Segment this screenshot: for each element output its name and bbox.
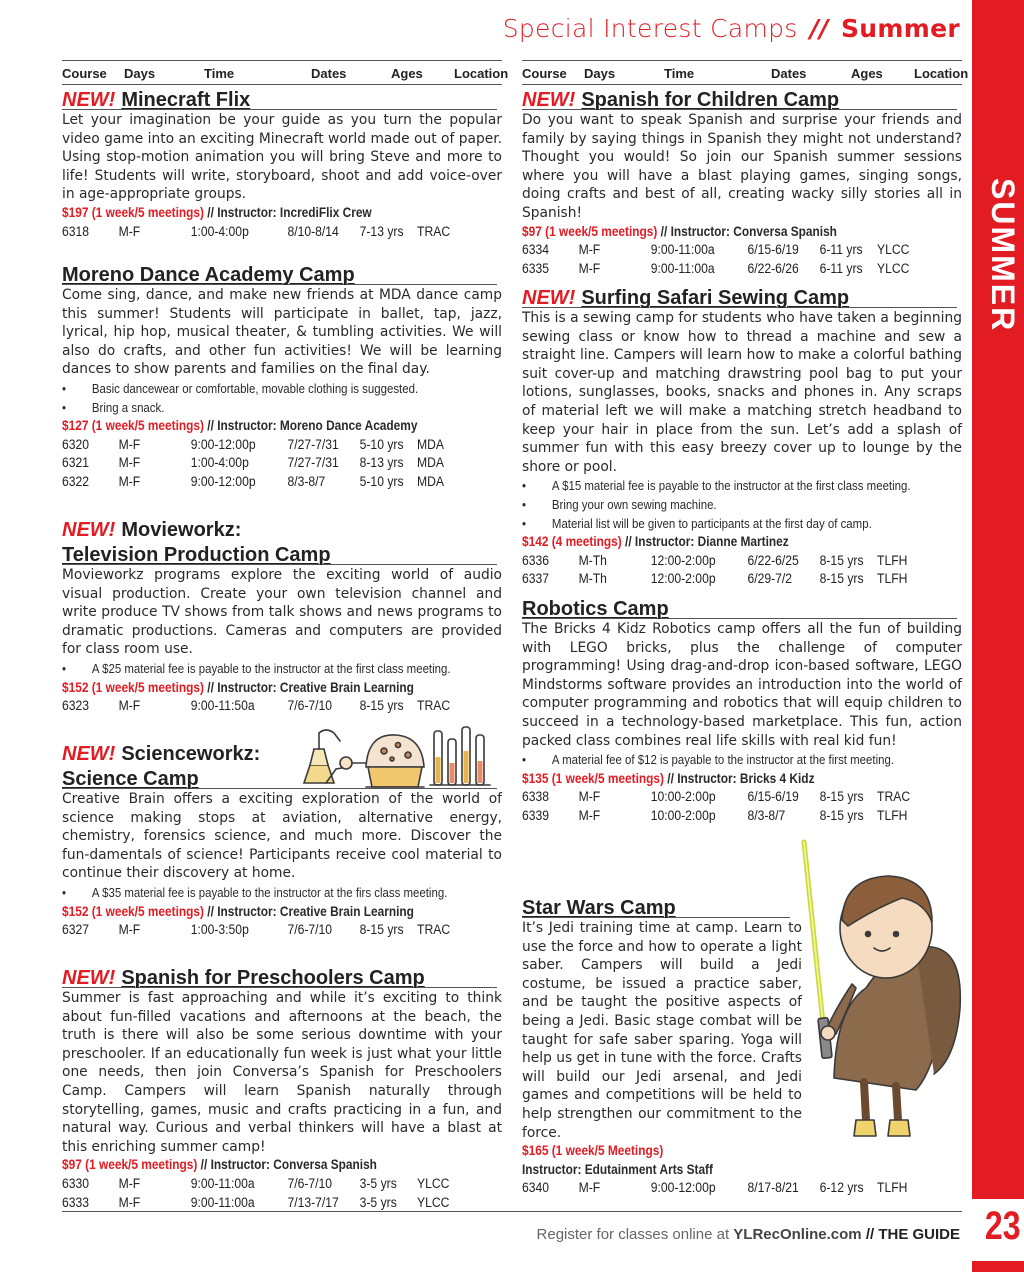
session-row [62, 1194, 458, 1213]
session-time: 9:00-11:00a [650, 242, 715, 258]
course-title [62, 545, 502, 566]
session-time: 9:00-11:00a [650, 260, 715, 276]
course-title [62, 90, 502, 111]
course-robotics [522, 599, 962, 826]
footer [537, 1226, 960, 1243]
session-location: MDA [417, 473, 445, 489]
bullet-list [62, 660, 502, 679]
session-dates: 8/3-8/7 [287, 473, 326, 489]
session-days: M-F [118, 455, 141, 471]
session-row [522, 807, 918, 826]
session-days: M-Th [578, 552, 607, 568]
new-tag: NEW! [62, 519, 116, 541]
session-days: M-F [578, 1180, 601, 1196]
session-time: 9:00-11:00a [190, 1175, 255, 1191]
session-days: M-F [118, 1194, 141, 1210]
course-title-text: Science Camp [62, 768, 199, 790]
session-location: YLCC [877, 260, 910, 276]
col-head-location: Location [914, 66, 969, 81]
session-days: M-Th [578, 571, 607, 587]
session-time: 12:00-2:00p [650, 571, 716, 587]
new-tag: NEW! [62, 967, 116, 989]
course-title [522, 90, 962, 111]
col-head-ages: Ages [391, 66, 423, 81]
session-ages: 8-15 yrs [359, 922, 404, 938]
session-location: TLFH [877, 571, 908, 587]
session-time: 9:00-12:00p [190, 473, 256, 489]
course-title-text: Moreno Dance Academy Camp [62, 264, 355, 286]
bullet-item: • Bring your own sewing machine. [522, 496, 909, 515]
header-section: Special Interest Camps [502, 14, 798, 43]
session-time: 9:00-11:50a [190, 698, 255, 714]
session-ages: 8-15 yrs [819, 571, 864, 587]
session-row [62, 436, 458, 455]
course-instructor: // Instructor: Dianne Martinez [625, 534, 789, 550]
session-ages: 8-15 yrs [819, 807, 864, 823]
side-tab-label: SUMMER [985, 178, 1021, 333]
bullet-list [522, 477, 962, 533]
course-moreno-dance [62, 265, 502, 492]
page-header [503, 14, 960, 43]
session-time: 12:00-2:00p [650, 552, 716, 568]
col-head-days: Days [124, 66, 156, 81]
course-title [522, 288, 962, 309]
course-description: It’s Jedi training time at camp. Learn to use the force and how to operate a light saber. Campers will build a Jedi costume, be issued a practice saber, and be taught the positive aspects of being a Jedi. Basic stage combat will be taught for safe saber sparing. Yoga will help us get in tune with the force. Crafts will build our Jedi arsenal, and Jedi games and competitions will be held to help strengthen our commitment to the force. [522, 920, 802, 1141]
session-dates: 7/6-7/10 [287, 698, 333, 714]
session-list [62, 697, 502, 716]
session-row [62, 1175, 458, 1194]
course-description: Let your imagination be your guide as you turn the popular video game into an exciting Minecraft world made out of paper. Using stop-motion animation you will bring Steve and more to life! Students will write, storyboard, shoot and add voice-over in age-appropriate groups. [62, 112, 502, 203]
bullet-item: • Material list will be given to participants at the first day of camp. [522, 515, 909, 534]
session-location: TRAC [417, 922, 451, 938]
session-dates: 8/10-8/14 [287, 223, 339, 239]
session-course: 6339 [522, 807, 550, 823]
price-line [522, 1142, 768, 1161]
course-minecraft-flix [62, 90, 502, 241]
price-line [62, 417, 449, 436]
course-spanish-preschoolers [62, 968, 502, 1212]
session-dates: 7/27-7/31 [287, 455, 339, 471]
session-course: 6323 [62, 698, 90, 714]
session-list [62, 921, 502, 940]
course-description: This is a sewing camp for students who have taken a beginning sewing class or know how to thread a machine and sew a straight line. Campers will learn how to make a colorful bathing suit cover-up and matching drawstring pool bag to put your lotions, sunglasses, books, snacks and phones in. Any scraps of material left we will make a matching stretch headband to keep your hair in place from the sun. Let’s add a splash of summer fun with this easy breezy cover up to lounge by the shore or pool. [522, 310, 962, 475]
course-description: Summer is fast approaching and while it’s exciting to think about fun-filled vacations and afternoons at the beach, the truth is there will also be some serious downtime with your preschooler. If an educationally fun week is just what your little one needs, then join Conversa’s Spanish for Preschoolers Camp. Campers will learn Spanish naturally through storytelling, games, music and crafts practicing in a fun, and natural way. Curious and verbal thinkers will have a blast at this enriching summer camp! [62, 990, 502, 1155]
session-ages: 8-15 yrs [819, 789, 864, 805]
session-row [522, 260, 918, 279]
footer-rule [62, 1211, 962, 1212]
session-location: TRAC [877, 789, 911, 805]
session-time: 1:00-3:50p [190, 922, 249, 938]
course-title-text: Surfing Safari Sewing Camp [581, 287, 850, 309]
session-course: 6320 [62, 436, 90, 452]
price-line [522, 223, 909, 242]
right-column [522, 60, 969, 1196]
session-time: 9:00-12:00p [650, 1180, 716, 1196]
session-list [522, 1179, 962, 1198]
session-ages: 6-12 yrs [819, 1180, 864, 1196]
course-instructor: // Instructor: Conversa Spanish [200, 1157, 377, 1173]
session-days: M-F [578, 807, 601, 823]
course-price: $97 (1 week/5 meetings) [62, 1157, 198, 1173]
new-tag: NEW! [522, 287, 576, 309]
course-title-text: Robotics Camp [522, 598, 669, 620]
session-ages: 7-13 yrs [359, 223, 404, 239]
course-instructor: // Instructor: IncrediFlix Crew [207, 204, 372, 220]
column-header [62, 60, 509, 85]
session-dates: 6/15-6/19 [747, 789, 799, 805]
session-location: TLFH [877, 1180, 908, 1196]
course-price: $142 (4 meetings) [522, 534, 622, 550]
session-course: 6330 [62, 1175, 90, 1191]
session-days: M-F [578, 260, 601, 276]
price-line [62, 1156, 449, 1175]
course-price: $135 (1 week/5 meetings) [522, 770, 664, 786]
course-instructor: // Instructor: Bricks 4 Kidz [667, 770, 815, 786]
session-row [62, 473, 458, 492]
session-dates: 8/3-8/7 [747, 807, 786, 823]
session-course: 6335 [522, 260, 550, 276]
session-course: 6337 [522, 571, 550, 587]
session-location: TRAC [417, 223, 451, 239]
session-days: M-F [118, 473, 141, 489]
session-days: M-F [118, 436, 141, 452]
course-instructor: Instructor: Edutainment Arts Staff [522, 1161, 713, 1177]
session-ages: 8-15 yrs [359, 698, 404, 714]
session-list [522, 552, 962, 589]
course-title-text: Spanish for Children Camp [581, 89, 840, 111]
col-head-course: Course [62, 66, 107, 81]
bullet-item: • Bring a snack. [62, 399, 449, 418]
session-ages: 5-10 yrs [359, 473, 404, 489]
course-title-text: Minecraft Flix [121, 89, 251, 111]
session-time: 1:00-4:00p [190, 223, 249, 239]
session-dates: 6/29-7/2 [747, 571, 793, 587]
session-location: YLCC [417, 1175, 450, 1191]
header-separator: // [809, 14, 829, 43]
session-ages: 5-10 yrs [359, 436, 404, 452]
session-ages: 3-5 yrs [359, 1194, 397, 1210]
footer-guide-label: // THE GUIDE [861, 1226, 960, 1243]
col-head-course: Course [522, 66, 567, 81]
course-title-text: Television Production Camp [62, 544, 331, 566]
course-title [62, 265, 502, 286]
session-days: M-F [578, 789, 601, 805]
session-location: YLCC [877, 242, 910, 258]
course-title-line1: Scienceworkz: [121, 743, 261, 765]
new-tag: NEW! [62, 743, 116, 765]
session-list [62, 223, 502, 242]
session-days: M-F [578, 242, 601, 258]
session-days: M-F [118, 223, 141, 239]
session-time: 1:00-4:00p [190, 455, 249, 471]
science-lab-illustration [296, 723, 496, 795]
course-instructor: // Instructor: Creative Brain Learning [207, 679, 414, 695]
price-line [62, 204, 449, 223]
bullet-list [62, 380, 502, 417]
session-course: 6334 [522, 242, 550, 258]
session-time: 9:00-11:00a [190, 1194, 255, 1210]
new-tag: NEW! [522, 89, 576, 111]
course-price: $152 (1 week/5 meetings) [62, 679, 204, 695]
session-dates: 6/22-6/25 [747, 552, 799, 568]
course-description: Do you want to speak Spanish and surprise your friends and family by saying things in Spanish they might not understand? Thought you would! So join our Spanish summer sessions where you will have a blast playing games, singing songs, doing crafts and best of all, creating wacky silly stories all in Spanish! [522, 112, 962, 221]
col-head-time: Time [664, 66, 695, 81]
session-time: 10:00-2:00p [650, 807, 716, 823]
price-line [522, 770, 909, 789]
bullet-item: • A $15 material fee is payable to the instructor at the first class meeting. [522, 477, 909, 496]
bullet-item: • A $25 material fee is payable to the instructor at the first class meeting. [62, 660, 449, 679]
course-instructor: // Instructor: Moreno Dance Academy [207, 418, 418, 434]
col-head-time: Time [204, 66, 235, 81]
session-dates: 7/6-7/10 [287, 922, 333, 938]
course-description: The Bricks 4 Kidz Robotics camp offers all the fun of building with LEGO bricks, plus the challenge of computer programming! Using drag-and-drop icon-based software, LEGO Mindstorms software provides an introduction into the world of computer programming and robotics that will equip children to succeed in a technology-based marketplace. This fun, action packed class combines real life skills with real kid fun! [522, 621, 962, 749]
column-header [522, 60, 969, 85]
course-instructor: // Instructor: Creative Brain Learning [207, 903, 414, 919]
course-spanish-children [522, 90, 962, 278]
instructor-line [522, 1161, 768, 1180]
session-course: 6321 [62, 455, 90, 471]
session-course: 6336 [522, 552, 550, 568]
new-tag: NEW! [62, 89, 116, 111]
session-row [62, 223, 458, 242]
col-head-dates: Dates [771, 66, 807, 81]
session-location: TLFH [877, 807, 908, 823]
course-title-line1: Movieworkz: [121, 519, 242, 541]
bullet-list [62, 884, 502, 903]
session-row [522, 788, 918, 807]
session-location: MDA [417, 436, 445, 452]
left-column [62, 60, 509, 1210]
col-head-location: Location [454, 66, 509, 81]
session-list [62, 436, 502, 492]
page-number: 23 [984, 1204, 1020, 1248]
course-description: Creative Brain offers a exciting exploration of the world of science making stops at aviation, alternative energy, chemistry, forensics science, and much more. Discover the fun-damentals of science! Participants receive cool material to continue their discovery at home. [62, 791, 502, 882]
session-dates: 7/27-7/31 [287, 436, 339, 452]
session-days: M-F [118, 1175, 141, 1191]
session-dates: 6/22-6/26 [747, 260, 799, 276]
session-ages: 6-11 yrs [819, 260, 863, 276]
course-price: $152 (1 week/5 meetings) [62, 903, 204, 919]
footer-site-link[interactable]: YLRecOnline.com [733, 1226, 862, 1243]
course-title [522, 599, 962, 620]
session-row [522, 552, 918, 571]
session-location: TLFH [877, 552, 908, 568]
session-days: M-F [118, 698, 141, 714]
course-title [62, 520, 502, 541]
jedi-kid-illustration [796, 838, 966, 1148]
course-surfing-safari-sewing [522, 288, 962, 589]
bullet-list [522, 751, 962, 770]
session-ages: 6-11 yrs [819, 242, 863, 258]
session-course: 6333 [62, 1194, 90, 1210]
course-title [522, 898, 802, 919]
course-price: $97 (1 week/5 meetings) [522, 223, 658, 239]
course-title-text: Spanish for Preschoolers Camp [121, 967, 425, 989]
session-row [62, 697, 458, 716]
session-row [522, 570, 918, 589]
col-head-days: Days [584, 66, 616, 81]
session-dates: 8/17-8/21 [747, 1180, 799, 1196]
session-dates: 7/13-7/17 [287, 1194, 339, 1210]
course-description: Movieworkz programs explore the exciting world of audio visual production. Create your own television channel and write produce TV shows from talk shows and news programs to dramatic productions. Cameras and computers are provided for class room use. [62, 567, 502, 658]
session-days: M-F [118, 922, 141, 938]
session-row [62, 921, 458, 940]
col-head-dates: Dates [311, 66, 347, 81]
session-location: TRAC [417, 698, 451, 714]
price-line [62, 903, 449, 922]
price-line [62, 679, 449, 698]
session-course: 6318 [62, 223, 90, 239]
session-ages: 8-15 yrs [819, 552, 864, 568]
course-price: $127 (1 week/5 meetings) [62, 418, 204, 434]
course-movieworkz [62, 520, 502, 716]
bullet-item: • A material fee of $12 is payable to the instructor at the first meeting. [522, 751, 909, 770]
col-head-ages: Ages [851, 66, 883, 81]
session-location: MDA [417, 455, 445, 471]
bullet-item: • A $35 material fee is payable to the instructor at the firs class meeting. [62, 884, 449, 903]
course-star-wars [522, 897, 908, 1198]
session-row [522, 1179, 918, 1198]
session-list [62, 1175, 502, 1212]
session-time: 10:00-2:00p [650, 789, 716, 805]
session-dates: 6/15-6/19 [747, 242, 799, 258]
session-course: 6327 [62, 922, 90, 938]
session-row [62, 454, 458, 473]
session-course: 6340 [522, 1180, 550, 1196]
session-ages: 3-5 yrs [359, 1175, 397, 1191]
session-location: YLCC [417, 1194, 450, 1210]
bullet-item: • Basic dancewear or comfortable, movable clothing is suggested. [62, 380, 449, 399]
course-title-text: Star Wars Camp [522, 897, 676, 919]
session-row [522, 241, 918, 260]
course-instructor: // Instructor: Conversa Spanish [660, 223, 837, 239]
price-line [522, 533, 909, 552]
course-description: Come sing, dance, and make new friends at MDA dance camp this summer! Students will participate in ballet, tap, jazz, lyrical, hip hop, musical theater, & tumbling activities. We will also do crafts, and other fun activities! We will be learning dances to show parents and families on the final day. [62, 287, 502, 378]
session-list [522, 241, 962, 278]
course-price: $197 (1 week/5 meetings) [62, 204, 204, 220]
session-ages: 8-13 yrs [359, 455, 404, 471]
session-list [522, 788, 962, 825]
course-price: $165 (1 week/5 Meetings) [522, 1143, 664, 1159]
session-dates: 7/6-7/10 [287, 1175, 333, 1191]
header-season: Summer [841, 14, 960, 43]
session-course: 6338 [522, 789, 550, 805]
course-title [62, 968, 502, 989]
footer-prefix: Register for classes online at [536, 1226, 734, 1243]
session-course: 6322 [62, 473, 90, 489]
session-time: 9:00-12:00p [190, 436, 256, 452]
